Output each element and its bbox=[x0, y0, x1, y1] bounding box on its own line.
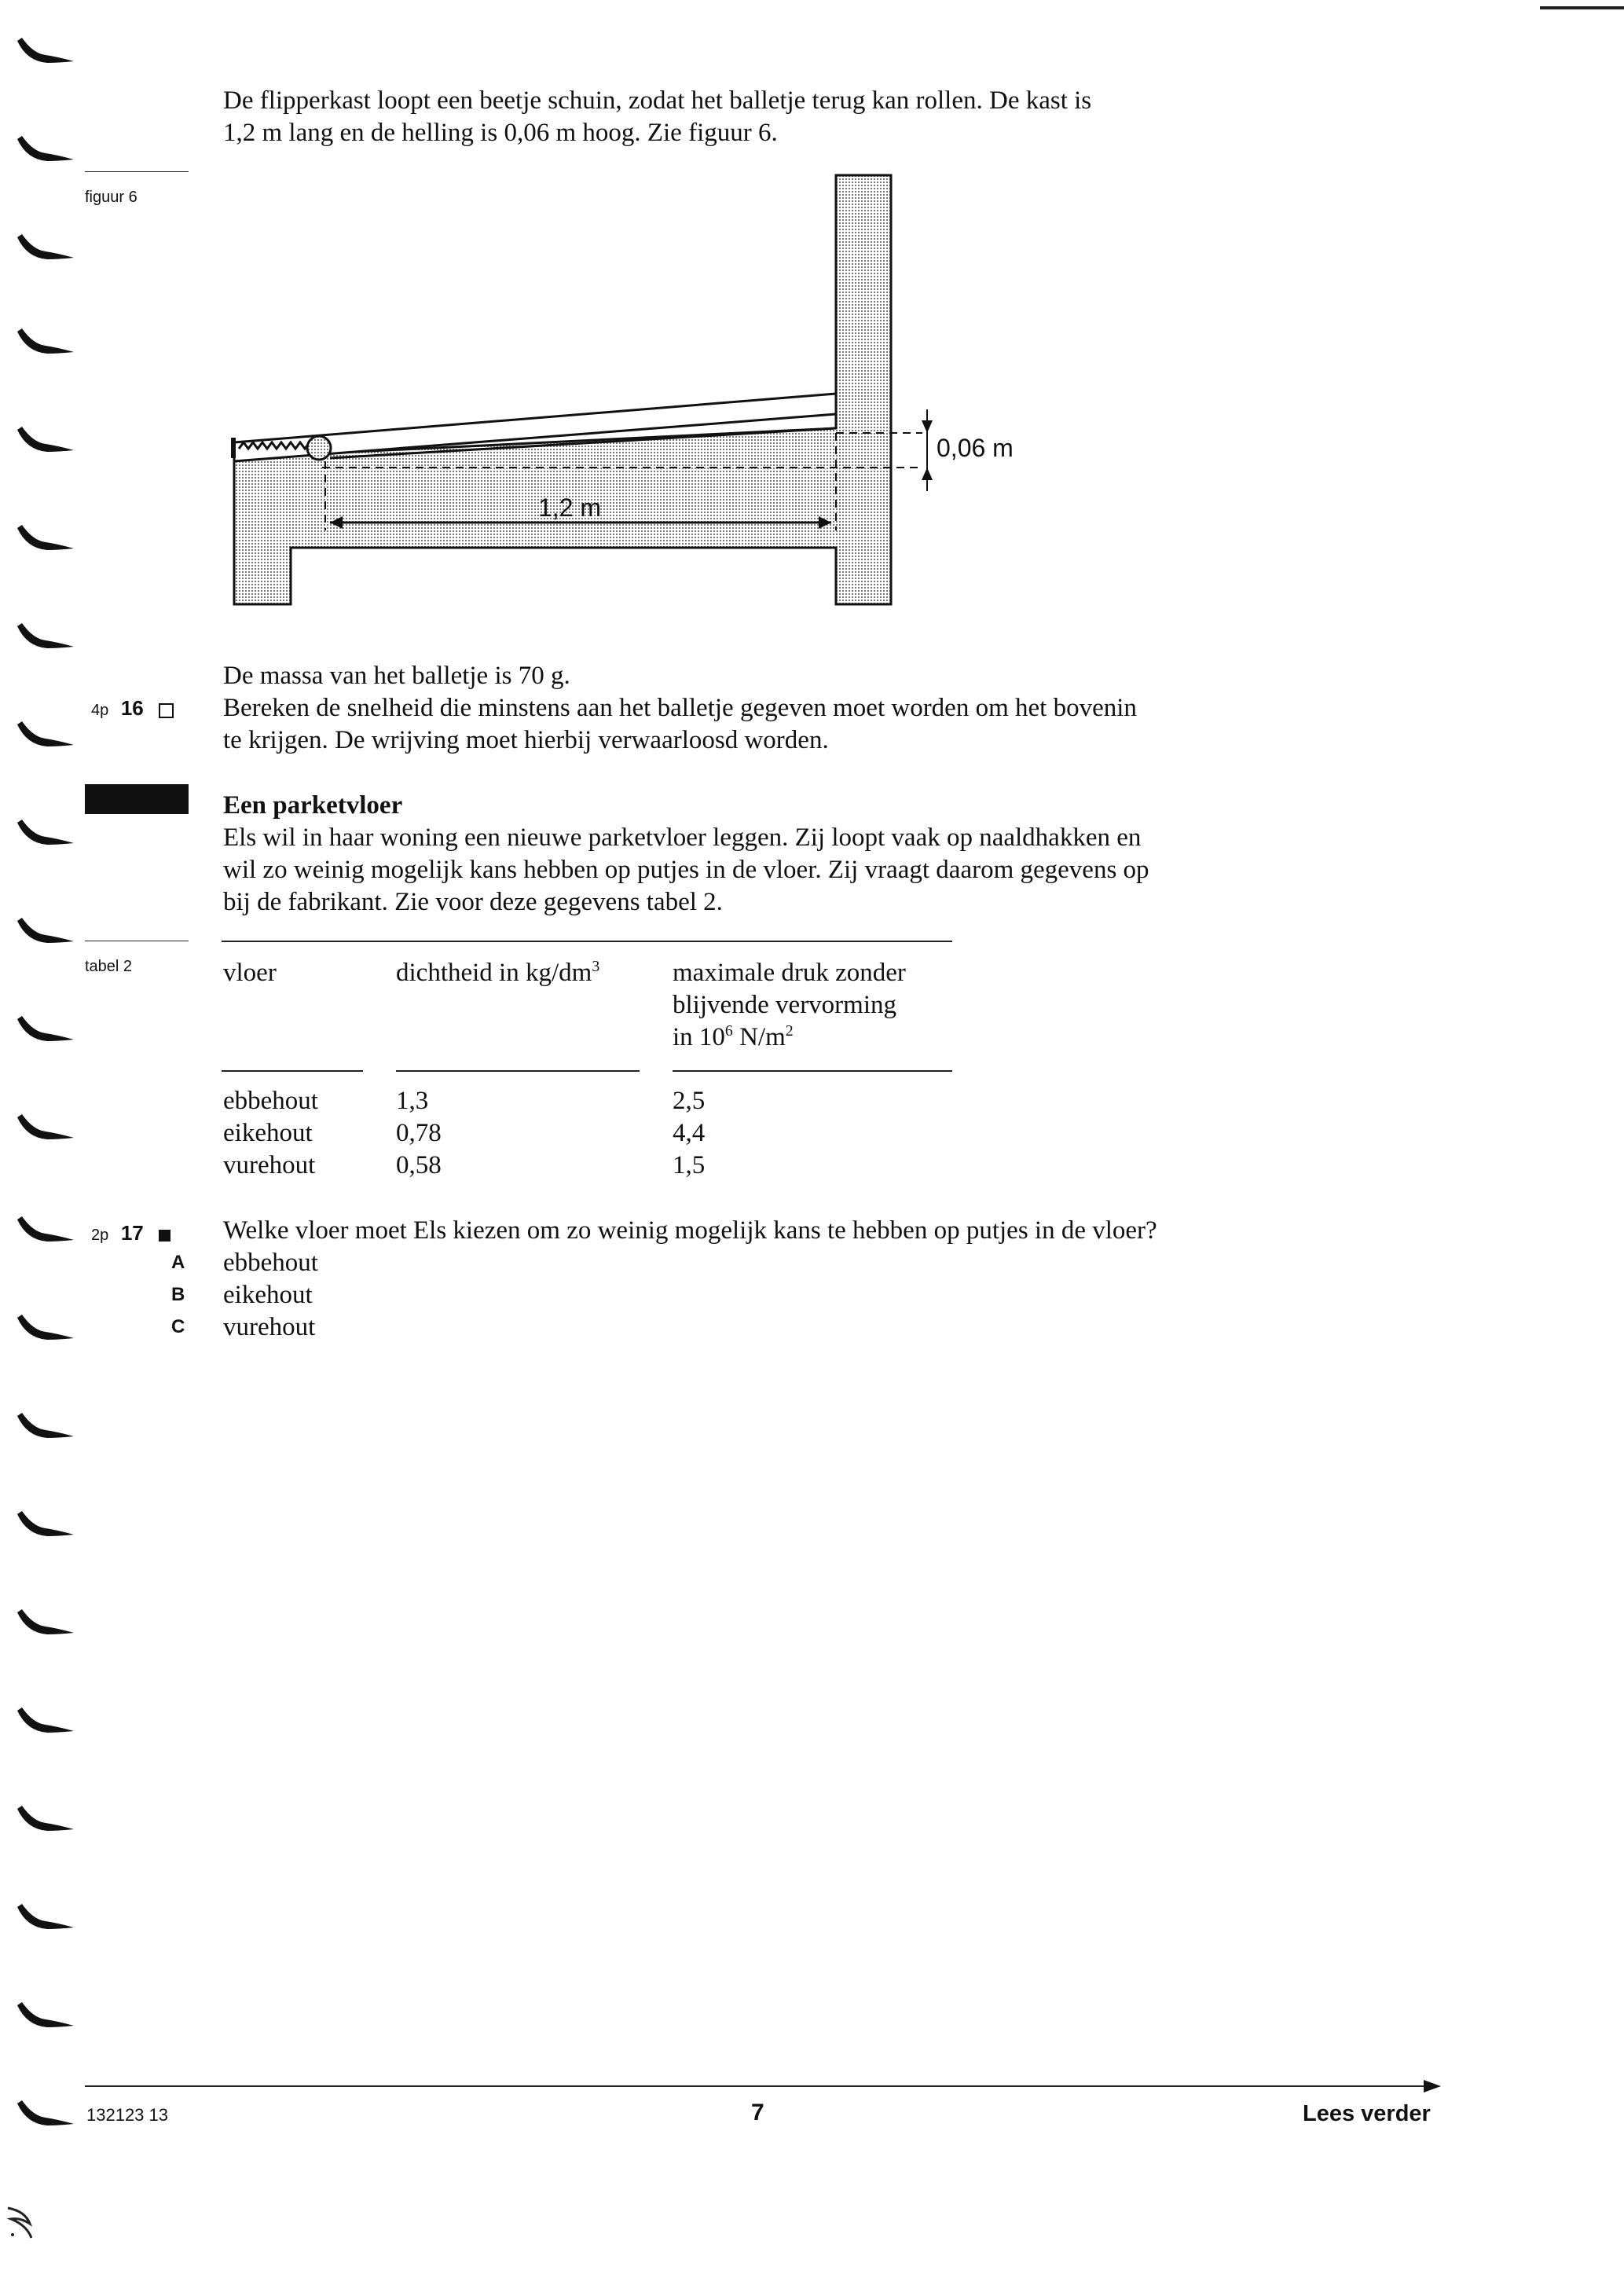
binder-hole-icon bbox=[9, 1407, 80, 1454]
druk-header-line: blijvende vervorming bbox=[673, 991, 897, 1019]
table-row bbox=[223, 1117, 313, 1150]
binder-hole-icon bbox=[9, 322, 80, 369]
cell-druk: 4,4 bbox=[673, 1119, 706, 1147]
option-a[interactable]: ebbehout bbox=[223, 1249, 318, 1277]
binder-hole-icon bbox=[9, 130, 80, 177]
q17-points: 2p bbox=[91, 1227, 109, 1244]
druk-header-line: in $10^6$ $N/m^2$ bbox=[673, 1022, 794, 1051]
cell-vloer: vurehout bbox=[223, 1151, 316, 1179]
table-top-rule bbox=[222, 941, 952, 942]
table-header-rule bbox=[673, 1070, 952, 1072]
binder-hole-icon bbox=[9, 715, 80, 762]
open-question-box-icon bbox=[159, 703, 174, 718]
q16-text bbox=[223, 692, 1449, 757]
binder-hole-icon bbox=[9, 1210, 80, 1257]
binder-hole-icon bbox=[9, 1898, 80, 1945]
table-header-dichtheid bbox=[396, 957, 599, 989]
q16-marker bbox=[91, 696, 174, 721]
option-letter: B bbox=[171, 1284, 185, 1305]
binder-hole-icon bbox=[9, 1799, 80, 1847]
binder-hole-icon bbox=[9, 1996, 80, 2043]
table-header-rule bbox=[396, 1070, 640, 1072]
length-label: 1,2 m bbox=[538, 493, 602, 522]
q17-number: 17 bbox=[120, 1221, 144, 1245]
q16-points: 4p bbox=[91, 702, 109, 719]
cell-vloer: eikehout bbox=[223, 1119, 313, 1147]
binder-hole-icon bbox=[9, 1603, 80, 1650]
table-header-vloer: vloer bbox=[223, 959, 277, 987]
lees-verder: Lees verder bbox=[1303, 2101, 1431, 2126]
intro-paragraph bbox=[223, 85, 1449, 149]
table-label: tabel 2 bbox=[85, 958, 133, 975]
intro-line: 1,2 m lang en de helling is 0,06 m hoog. Zie figuur 6. bbox=[223, 119, 778, 147]
plunger-handle bbox=[231, 438, 236, 458]
section-line: wil zo weinig mogelijk kans hebben op putjes in de vloer. Zij vraagt daarom gegevens op bbox=[223, 856, 1149, 884]
binder-hole-icon bbox=[9, 617, 80, 664]
section-block bbox=[223, 790, 1465, 919]
cell-dichtheid: 1,3 bbox=[396, 1087, 429, 1115]
q16-line: Bereken de snelheid die minstens aan het balletje gegeven moet worden om het bovenin bbox=[223, 694, 1137, 722]
druk-header-line: maximale druk zonder bbox=[673, 959, 906, 987]
table-header-rule bbox=[222, 1070, 363, 1072]
table-header-druk bbox=[673, 957, 906, 1054]
footer-code: 132123 13 bbox=[86, 2105, 168, 2125]
binder-hole-icon bbox=[9, 228, 80, 275]
ball-icon bbox=[307, 436, 331, 460]
closed-question-square-icon bbox=[159, 1230, 170, 1242]
binder-hole-icon bbox=[9, 519, 80, 566]
intro-line: De flipperkast loopt een beetje schuin, zodat het balletje terug kan rollen. De kast is bbox=[223, 86, 1092, 115]
binder-hole-icon bbox=[9, 31, 80, 79]
mass-line: De massa van het balletje is 70 g. bbox=[223, 662, 570, 690]
footer-rule bbox=[85, 2085, 1428, 2087]
binder-hole-icon bbox=[9, 911, 80, 959]
option-b[interactable]: eikehout bbox=[223, 1281, 313, 1309]
corner-rule bbox=[1540, 6, 1624, 9]
scan-artifact-icon bbox=[3, 2200, 50, 2247]
table-row bbox=[223, 1085, 318, 1117]
arrow-head-down-icon bbox=[922, 420, 933, 433]
cell-druk: 1,5 bbox=[673, 1151, 706, 1179]
q16-line: te krijgen. De wrijving moet hierbij verwaarloosd worden. bbox=[223, 726, 829, 754]
q17-marker bbox=[91, 1221, 170, 1245]
q16-number: 16 bbox=[120, 696, 144, 720]
arrow-right-icon bbox=[1424, 2078, 1443, 2094]
binder-hole-icon bbox=[9, 1108, 80, 1155]
pinball-figure bbox=[220, 169, 1014, 609]
arrow-head-up-icon bbox=[922, 468, 933, 480]
option-letter: A bbox=[171, 1252, 185, 1273]
binder-hole-icon bbox=[9, 1701, 80, 1748]
figure-label: figuur 6 bbox=[85, 189, 137, 206]
binder-hole-icon bbox=[9, 2094, 80, 2141]
figure-label-rule bbox=[85, 171, 189, 172]
section-title: Een parketvloer bbox=[223, 791, 403, 820]
binder-hole-icon bbox=[9, 1010, 80, 1057]
cell-dichtheid: 0,58 bbox=[396, 1151, 442, 1179]
cell-dichtheid: 0,78 bbox=[396, 1119, 442, 1147]
binder-hole-icon bbox=[9, 1505, 80, 1552]
cell-vloer: ebbehout bbox=[223, 1087, 318, 1115]
binder-hole-icon bbox=[9, 813, 80, 860]
binder-hole-icon bbox=[9, 420, 80, 468]
cell-druk: 2,5 bbox=[673, 1087, 706, 1115]
cabinet-body bbox=[234, 175, 891, 604]
height-label: 0,06 m bbox=[937, 434, 1014, 462]
section-line: bij de fabrikant. Zie voor deze gegevens tabel 2. bbox=[223, 888, 723, 916]
q17-text: Welke vloer moet Els kiezen om zo weinig mogelijk kans te hebben op putjes in de vloer? bbox=[223, 1216, 1157, 1245]
dichtheid-header-sup: 3 bbox=[592, 958, 600, 975]
table-row bbox=[223, 1150, 315, 1182]
section-line: Els wil in haar woning een nieuwe parketvloer leggen. Zij loopt vaak op naaldhakken en bbox=[223, 823, 1142, 852]
binder-hole-icon bbox=[9, 1308, 80, 1355]
dichtheid-header-text: dichtheid in kg/dm bbox=[396, 959, 592, 987]
section-marker-bar bbox=[85, 784, 189, 814]
option-letter: C bbox=[171, 1316, 185, 1337]
option-c[interactable]: vurehout bbox=[223, 1313, 316, 1341]
page-number: 7 bbox=[751, 2100, 764, 2125]
